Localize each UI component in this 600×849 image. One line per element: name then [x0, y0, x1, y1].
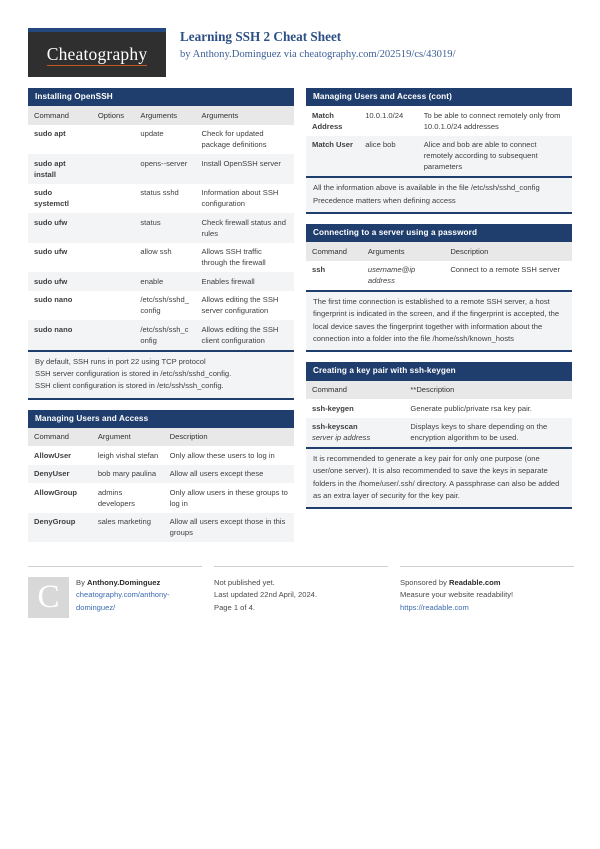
table-row — [28, 154, 294, 184]
table-header-row — [28, 428, 294, 447]
page-info: Page 1 of 4. — [214, 602, 255, 612]
column-header: Arguments — [362, 242, 444, 261]
cell-argument: leigh vishal stefan — [92, 446, 164, 465]
column-header: **Description — [404, 381, 572, 400]
cell-arguments: update — [134, 125, 195, 155]
footer-author-column — [28, 566, 202, 618]
column-header: Command — [28, 106, 92, 125]
block-title-connecting-password: Connecting to a server using a password — [306, 224, 572, 242]
block-key-pair — [306, 362, 572, 509]
cell-description: Allows SSH traffic through the firewall — [196, 243, 294, 273]
cell-description: Only allow these users to log in — [164, 446, 294, 465]
block-title-managing-users: Managing Users and Access — [28, 410, 294, 428]
table-header-row — [306, 242, 572, 261]
cell-options — [92, 272, 135, 291]
table-row — [28, 446, 294, 465]
cell-description: Allows editing the SSH client configuration — [196, 320, 294, 350]
note-key-pair — [306, 447, 572, 509]
column-header: Description — [444, 242, 572, 261]
sponsor-link[interactable]: https://readable.com — [400, 602, 469, 612]
cell-description: Displays keys to share depending on the encryption algorithm to be used. — [404, 418, 572, 448]
sponsor-tagline: Measure your website readability! — [400, 590, 514, 600]
cell-argument: sales marketing — [92, 513, 164, 543]
note-managing-users-cont — [306, 176, 572, 214]
cell-command: ssh-keygen — [306, 399, 404, 418]
cell-options — [92, 243, 135, 273]
table-row — [28, 184, 294, 214]
table-connecting-password — [306, 242, 572, 290]
cell-command: sudo nano — [28, 320, 92, 350]
cell-arguments: username@ip address — [362, 261, 444, 291]
page-title: Learning SSH 2 Cheat Sheet — [180, 29, 342, 44]
cell-command-arg: server ip address — [312, 433, 371, 443]
last-updated: Last updated 22nd April, 2024. — [214, 590, 318, 600]
note-installing-openssh — [28, 350, 294, 400]
cell-arguments: status — [134, 213, 195, 243]
note-line: SSH client configuration is stored in /etc/ssh/ssh_config. — [35, 381, 224, 391]
footer-author-link[interactable]: cheatography.com/anthony-dominguez/ — [76, 590, 170, 612]
cell-command: sudo ufw — [28, 243, 92, 273]
sponsor-name: Readable.com — [448, 578, 501, 587]
cell-options — [92, 213, 135, 243]
cell-argument: admins developers — [92, 483, 164, 513]
cell-command: AllowGroup — [28, 483, 92, 513]
cell-command: DenyUser — [28, 465, 92, 484]
cell-description: Check firewall status and rules — [196, 213, 294, 243]
footer-publish-text — [214, 577, 317, 618]
cell-arguments: allow ssh — [134, 243, 195, 273]
cell-options — [92, 125, 135, 155]
block-installing-openssh — [28, 88, 294, 400]
logo-wordmark — [47, 44, 148, 65]
avatar: C — [28, 577, 69, 618]
table-header-row — [306, 381, 572, 400]
cell-argument: 10.0.1.0/24 — [359, 106, 418, 136]
cell-command — [306, 418, 404, 448]
byline — [180, 48, 456, 62]
right-column — [306, 88, 572, 552]
footer-author-name: Anthony.Dominguez — [86, 578, 161, 587]
cell-command: AllowUser — [28, 446, 92, 465]
left-column — [28, 88, 294, 552]
block-title-key-pair: Creating a key pair with ssh-keygen — [306, 362, 572, 380]
cell-arguments: /etc/ssh/sshd_config — [134, 291, 195, 321]
cell-command: sudo apt — [28, 125, 92, 155]
block-title-installing-openssh: Installing OpenSSH — [28, 88, 294, 106]
cell-description: Generate public/private rsa key pair. — [404, 399, 572, 418]
column-header: Arguments — [196, 106, 294, 125]
table-row — [28, 125, 294, 155]
content-columns — [28, 88, 573, 552]
byline-via: via — [281, 48, 300, 60]
cell-command: sudo nano — [28, 291, 92, 321]
cell-command: DenyGroup — [28, 513, 92, 543]
note-line: All the information above is available in the file /etc/ssh/sshd_config — [313, 183, 540, 193]
cell-description: Install OpenSSH server — [196, 154, 294, 184]
note-line: Precedence matters when defining access — [313, 195, 456, 205]
block-title-managing-users-cont: Managing Users and Access (cont) — [306, 88, 572, 106]
column-header: Command — [28, 428, 92, 447]
footer-publish-column — [214, 566, 388, 618]
cell-description: Allow all users except those in this groups — [164, 513, 294, 543]
cell-arguments: opens--server — [134, 154, 195, 184]
footer-sponsor-text — [400, 577, 513, 618]
block-connecting-password — [306, 224, 572, 352]
block-managing-users — [28, 410, 294, 543]
cell-arguments: /etc/ssh/ssh_config — [134, 320, 195, 350]
note-connecting-password — [306, 290, 572, 352]
cell-description: Allows editing the SSH server configuration — [196, 291, 294, 321]
publish-status: Not published yet. — [214, 578, 275, 587]
cell-options — [92, 154, 135, 184]
column-header: Options — [92, 106, 135, 125]
column-header: Description — [164, 428, 294, 447]
cell-command-name: ssh-keyscan — [312, 422, 358, 432]
cell-command: ssh — [306, 261, 362, 291]
byline-author[interactable]: Anthony.Dominguez — [192, 48, 282, 60]
cell-command: sudo apt install — [28, 154, 92, 184]
title-block — [180, 28, 456, 61]
page-footer — [28, 566, 573, 618]
cell-description: Information about SSH configuration — [196, 184, 294, 214]
cell-arguments: enable — [134, 272, 195, 291]
cell-command: sudo ufw — [28, 272, 92, 291]
byline-url[interactable]: cheatography.com/202519/cs/43019/ — [299, 48, 456, 60]
footer-author-line — [76, 577, 202, 589]
table-row — [306, 261, 572, 291]
table-managing-users-cont — [306, 106, 572, 176]
cell-argument: alice bob — [359, 136, 418, 177]
table-row — [28, 272, 294, 291]
table-managing-users — [28, 428, 294, 543]
table-row — [306, 106, 572, 136]
cell-options — [92, 320, 135, 350]
table-row — [28, 513, 294, 543]
table-row — [28, 291, 294, 321]
column-header: Arguments — [134, 106, 195, 125]
cell-options — [92, 291, 135, 321]
logo-text-label: Cheatography — [46, 44, 148, 64]
cell-description: Enables firewall — [196, 272, 294, 291]
footer-author-text — [76, 577, 202, 618]
table-row — [306, 136, 572, 177]
cell-description: Connect to a remote SSH server — [444, 261, 572, 291]
cell-description: Only allow users in these groups to log in — [164, 483, 294, 513]
column-header: Command — [306, 381, 404, 400]
cheatography-logo[interactable] — [28, 28, 166, 77]
page-header — [28, 28, 573, 82]
cell-arguments: status sshd — [134, 184, 195, 214]
sponsor-prefix: Sponsored by — [400, 578, 449, 587]
table-header-row — [28, 106, 294, 125]
table-row — [306, 418, 572, 448]
cell-command: sudo ufw — [28, 213, 92, 243]
table-row — [28, 243, 294, 273]
table-row — [306, 399, 572, 418]
column-header: Command — [306, 242, 362, 261]
byline-prefix: by — [180, 48, 193, 60]
cell-options — [92, 184, 135, 214]
note-line: It is recommended to generate a key pair for only one purpose (one user/one server). It is also recommended to save the keys in separate folders in the /home/user/.ssh/ directory. A passphrase can also be added as an extra layer of security for the key pair. — [313, 454, 560, 500]
cell-description: Alice and bob are able to connect remotely according to subsequent parameters — [418, 136, 572, 177]
table-row — [28, 213, 294, 243]
note-line: By default, SSH runs in port 22 using TCP protocol — [35, 356, 206, 366]
cell-description: Allow all users except these — [164, 465, 294, 484]
cell-command: sudo systemctl — [28, 184, 92, 214]
footer-author-prefix: By — [76, 578, 87, 587]
cell-description: Check for updated package definitions — [196, 125, 294, 155]
table-row — [28, 465, 294, 484]
sponsor-line — [400, 577, 513, 589]
cell-command: Match Address — [306, 106, 359, 136]
table-row — [28, 483, 294, 513]
footer-sponsor-column — [400, 566, 574, 618]
note-line: SSH server configuration is stored in /etc/ssh/sshd_config. — [35, 369, 232, 379]
table-row — [28, 320, 294, 350]
note-line: The first time connection is established to a remote SSH server, a host fingerprint is indicated in the screen, and if the fingerprint is accepted, the local device saves the fingerprint together with information about the connection into a folder into the file /home/ssh/known_hosts — [313, 297, 560, 343]
table-key-pair — [306, 381, 572, 448]
block-managing-users-cont — [306, 88, 572, 214]
table-installing-openssh — [28, 106, 294, 350]
column-header: Argument — [92, 428, 164, 447]
cell-description: To be able to connect remotely only from 10.0.1.0/24 addresses — [418, 106, 572, 136]
cell-command: Match User — [306, 136, 359, 177]
cell-argument: bob mary paulina — [92, 465, 164, 484]
